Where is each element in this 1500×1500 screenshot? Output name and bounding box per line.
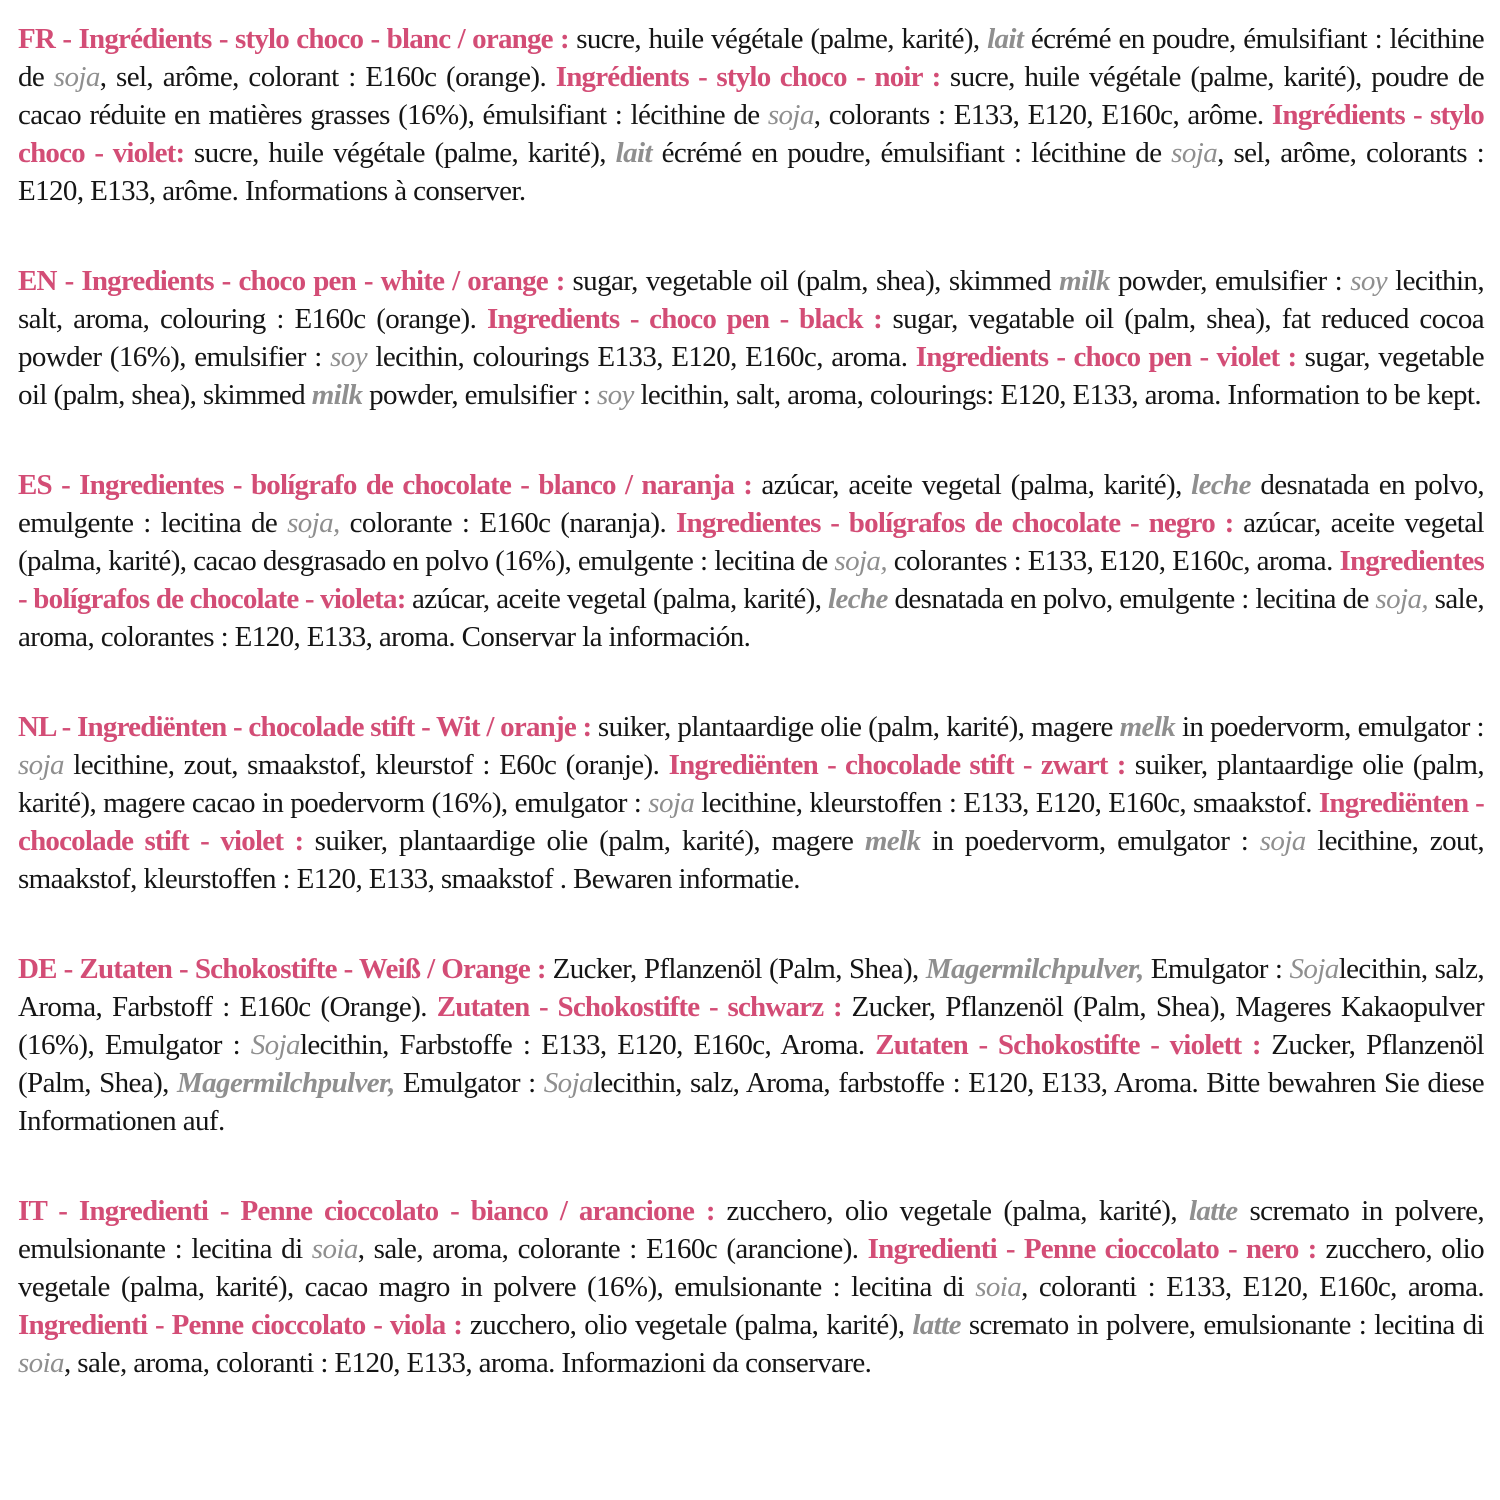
section-heading: IT - Ingredienti - Penne cioccolato - bianco / arancione : bbox=[18, 1195, 727, 1227]
ingredient-text: suiker, plantaardige olie (palm, karité), magere bbox=[314, 825, 865, 857]
allergen-word: leche bbox=[1191, 469, 1251, 501]
allergen-word: Magermilchpulver, bbox=[176, 1067, 395, 1099]
ingredient-text: suiker, plantaardige olie (palm, karité), magere bbox=[597, 711, 1120, 743]
ingredient-text: sucre, huile végétale (palme, karité), poudre de cacao réduite en matières grasses (16%), émulsifiant : lécithine de bbox=[18, 61, 1485, 131]
ingredient-text: sugar, vegetable oil (palm, shea), skimmed bbox=[572, 265, 1060, 297]
ingredient-text: , sel, arôme, colorants : E120, E133, arôme. Informations à conserver. bbox=[18, 137, 1485, 207]
ingredients-section-es bbox=[18, 466, 1484, 656]
ingredient-text: lecithin, salz, Aroma, farbstoffe : E120, E133, Aroma. Bitte bewahren Sie diese Informationen auf. bbox=[18, 1067, 1485, 1137]
ingredient-text: lecithin, salt, aroma, colourings: E120, E133, aroma. Information to be kept. bbox=[633, 379, 1481, 411]
ingredient-text: Emulgator : bbox=[1143, 953, 1290, 985]
section-heading: Ingredientes - bolígrafos de chocolate - negro : bbox=[676, 507, 1244, 539]
allergen-word: melk bbox=[1119, 711, 1176, 743]
allergen-word: Soja bbox=[543, 1067, 593, 1099]
allergen-word: soia bbox=[18, 1347, 64, 1379]
ingredient-text: lecithine, zout, smaakstof, kleurstof : E60c (oranje). bbox=[63, 749, 669, 781]
allergen-word: Soja bbox=[250, 1029, 300, 1061]
ingredient-text: zucchero, olio vegetale (palma, karité), bbox=[726, 1195, 1189, 1227]
ingredient-text: sugar, vegatable oil (palm, shea), fat reduced cocoa powder (16%), emulsifier : bbox=[18, 303, 1484, 373]
section-heading: Ingrediënten - chocolade stift - zwart : bbox=[668, 749, 1135, 781]
allergen-word: Magermilchpulver, bbox=[925, 953, 1144, 985]
ingredient-text: colorante : E160c (naranja). bbox=[339, 507, 677, 539]
section-heading: EN - Ingredients - choco pen - white / orange : bbox=[18, 265, 573, 297]
section-heading: Zutaten - Schokostifte - violett : bbox=[875, 1029, 1272, 1061]
ingredient-text: Emulgator : bbox=[394, 1067, 544, 1099]
section-heading: Ingrédients - stylo choco - noir : bbox=[555, 61, 950, 93]
allergen-word: soia bbox=[311, 1233, 358, 1265]
ingredient-text: azúcar, aceite vegetal (palma, karité), cacao desgrasado en polvo (16%), emulgente : lecitina de bbox=[18, 507, 1484, 577]
ingredient-text: azúcar, aceite vegetal (palma, karité), bbox=[412, 583, 829, 615]
ingredients-section-fr bbox=[18, 20, 1484, 210]
allergen-word: soja bbox=[1259, 825, 1306, 857]
allergen-word: soy bbox=[330, 341, 367, 373]
ingredient-text: , colorants : E133, E120, E160c, arôme. bbox=[813, 99, 1272, 131]
allergen-word: soja bbox=[1171, 137, 1218, 169]
section-heading: ES - Ingredientes - bolígrafo de chocolate - blanco / naranja : bbox=[18, 469, 762, 501]
ingredient-text: suiker, plantaardige olie (palm, karité), magere cacao in poedervorm (16%), emulgator : bbox=[18, 749, 1484, 819]
section-heading: NL - Ingrediënten - chocolade stift - Wit / oranje : bbox=[18, 711, 598, 743]
section-heading: Ingrediënten - chocolade stift - violet : bbox=[18, 787, 1484, 857]
ingredient-text: zucchero, olio vegetale (palma, karité), cacao magro in polvere (16%), emulsionante : lecitina di bbox=[18, 1233, 1485, 1303]
ingredient-text: lecithin, Farbstoffe : E133, E120, E160c, Aroma. bbox=[299, 1029, 876, 1061]
ingredients-section-de bbox=[18, 950, 1484, 1140]
ingredient-text: Zucker, Pflanzenöl (Palm, Shea), bbox=[552, 953, 926, 985]
ingredient-text: in poedervorm, emulgator : bbox=[920, 825, 1260, 857]
ingredient-text: desnatada en polvo, emulgente : lecitina de bbox=[18, 469, 1484, 539]
ingredient-text: powder, emulsifier : bbox=[1109, 265, 1351, 297]
ingredient-text: Zucker, Pflanzenöl (Palm, Shea), Mageres Kakaopulver (16%), Emulgator : bbox=[18, 991, 1484, 1061]
ingredient-text: écrémé en poudre, émulsifiant : lécithine de bbox=[18, 23, 1484, 93]
ingredient-text: sale, aroma, colorantes : E120, E133, aroma. Conservar la información. bbox=[18, 583, 1485, 653]
ingredients-section-it bbox=[18, 1192, 1484, 1382]
ingredient-text: lecithin, colourings E133, E120, E160c, aroma. bbox=[366, 341, 916, 373]
allergen-word: soy bbox=[1350, 265, 1388, 297]
ingredient-text: , sel, arôme, colorant : E160c (orange). bbox=[99, 61, 556, 93]
ingredient-text: azúcar, aceite vegetal (palma, karité), bbox=[761, 469, 1192, 501]
allergen-word: soja, bbox=[834, 545, 887, 577]
section-heading: Zutaten - Schokostifte - schwarz : bbox=[436, 991, 852, 1023]
allergen-word: soy bbox=[596, 379, 634, 411]
ingredient-text: écrémé en poudre, émulsifiant : lécithine de bbox=[651, 137, 1172, 169]
allergen-word: soia bbox=[975, 1271, 1022, 1303]
ingredients-section-nl bbox=[18, 708, 1484, 898]
ingredient-text: Zucker, Pflanzenöl (Palm, Shea), bbox=[18, 1029, 1484, 1099]
section-heading: Ingredienti - Penne cioccolato - viola : bbox=[18, 1309, 470, 1341]
allergen-word: lait bbox=[615, 137, 652, 169]
ingredient-text: sucre, huile végétale (palme, karité), bbox=[193, 137, 616, 169]
allergen-word: latte bbox=[1188, 1195, 1238, 1227]
section-heading: Ingredients - choco pen - violet : bbox=[915, 341, 1305, 373]
allergen-word: soja bbox=[53, 61, 100, 93]
ingredients-section-en bbox=[18, 262, 1484, 414]
section-heading: DE - Zutaten - Schokostifte - Weiß / Orange : bbox=[18, 953, 553, 985]
allergen-word: Soja bbox=[1289, 953, 1339, 985]
allergen-word: lait bbox=[987, 23, 1024, 55]
ingredient-text: lecithine, kleurstoffen : E133, E120, E160c, smaakstof. bbox=[694, 787, 1319, 819]
ingredient-text: sugar, vegetable oil (palm, shea), skimmed bbox=[18, 341, 1485, 411]
section-heading: Ingrédients - stylo choco - violet: bbox=[18, 99, 1484, 169]
ingredient-text: lecithine, zout, smaakstof, kleurstoffen : E120, E133, smaakstof . Bewaren informatie. bbox=[18, 825, 1484, 895]
allergen-word: milk bbox=[311, 379, 363, 411]
ingredient-text: , sale, aroma, coloranti : E120, E133, aroma. Informazioni da conservare. bbox=[63, 1347, 872, 1379]
allergen-word: soja bbox=[18, 749, 64, 781]
section-heading: Ingredientes - bolígrafos de chocolate - violeta: bbox=[18, 545, 1484, 615]
ingredient-text: desnatada en polvo, emulgente : lecitina de bbox=[887, 583, 1376, 615]
section-heading: Ingredienti - Penne cioccolato - nero : bbox=[867, 1233, 1326, 1265]
ingredient-text: sucre, huile végétale (palme, karité), bbox=[576, 23, 988, 55]
allergen-word: latte bbox=[912, 1309, 961, 1341]
ingredient-text: colorantes : E133, E120, E160c, aroma. bbox=[886, 545, 1340, 577]
section-heading: FR - Ingrédients - stylo choco - blanc / orange : bbox=[18, 23, 577, 55]
allergen-word: soja bbox=[648, 787, 695, 819]
ingredient-text: scremato in polvere, emulsionante : lecitina di bbox=[18, 1195, 1485, 1265]
ingredient-text: lecithin, salt, aroma, colouring : E160c (orange). bbox=[18, 265, 1484, 335]
allergen-word: melk bbox=[864, 825, 921, 857]
ingredient-text: , sale, aroma, colorante : E160c (arancione). bbox=[357, 1233, 868, 1265]
allergen-word: soja, bbox=[1375, 583, 1429, 615]
ingredient-text: , coloranti : E133, E120, E160c, aroma. bbox=[1021, 1271, 1484, 1303]
ingredient-text: scremato in polvere, emulsionante : lecitina di bbox=[960, 1309, 1484, 1341]
ingredient-text: lecithin, salz, Aroma, Farbstoff : E160c (Orange). bbox=[18, 953, 1485, 1023]
allergen-word: soja, bbox=[287, 507, 340, 539]
ingredient-text: in poedervorm, emulgator : bbox=[1175, 711, 1484, 743]
ingredient-text: powder, emulsifier : bbox=[362, 379, 597, 411]
ingredient-text: zucchero, olio vegetale (palma, karité), bbox=[469, 1309, 913, 1341]
allergen-word: soja bbox=[767, 99, 814, 131]
allergen-word: milk bbox=[1059, 265, 1110, 297]
allergen-word: leche bbox=[828, 583, 888, 615]
section-heading: Ingredients - choco pen - black : bbox=[486, 303, 893, 335]
